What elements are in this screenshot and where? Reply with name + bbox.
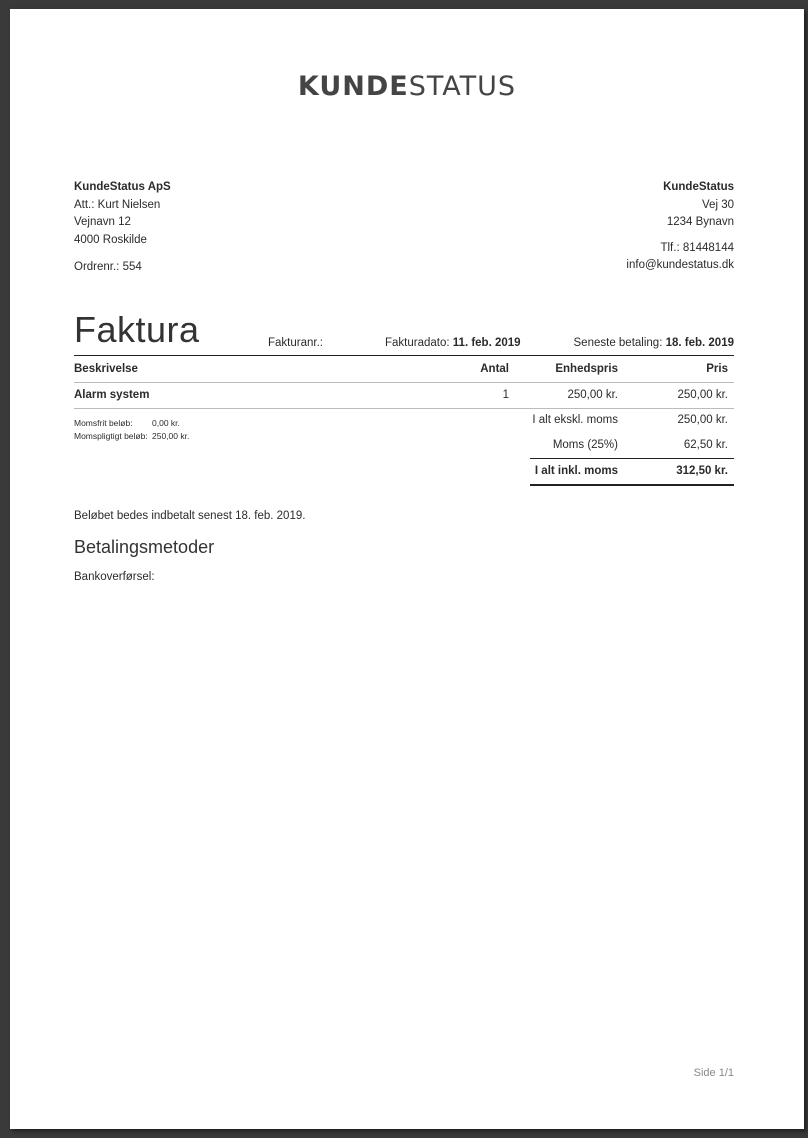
payment-note: Beløbet bedes indbetalt senest 18. feb. 2019.	[74, 510, 306, 522]
total-excl-value: 250,00 kr.	[677, 414, 728, 426]
customer-att: Att.: Kurt Nielsen	[74, 198, 161, 211]
col-header-qty: Antal	[480, 363, 509, 375]
col-header-price: Pris	[706, 363, 728, 375]
company-street: Vej 30	[702, 198, 734, 211]
col-header-description: Beskrivelse	[74, 363, 138, 375]
total-incl-label: I alt inkl. moms	[534, 465, 618, 477]
row-unit-price: 250,00 kr.	[567, 389, 618, 401]
payment-due-label: Seneste betaling:	[573, 337, 663, 349]
table-header-divider	[74, 382, 734, 383]
customer-name: KundeStatus ApS	[74, 181, 171, 193]
order-number: Ordrenr.: 554	[74, 261, 142, 273]
invoice-date-value: 11. feb. 2019	[452, 337, 521, 349]
header-divider	[74, 355, 734, 356]
total-incl-value: 312,50 kr.	[676, 465, 728, 477]
invoice-number	[268, 337, 323, 349]
row-price: 250,00 kr.	[677, 389, 728, 401]
vat-free-label: Momsfrit beløb:	[74, 418, 133, 428]
row-qty: 1	[502, 389, 509, 401]
logo-text-status: STATUS	[408, 71, 517, 102]
customer-city: 4000 Roskilde	[74, 233, 147, 246]
invoice-date-label: Fakturadato:	[385, 337, 450, 349]
invoice-number-label: Fakturanr.:	[268, 337, 323, 349]
vat-label: Moms (25%)	[552, 439, 618, 451]
payment-methods-heading: Betalingsmetoder	[74, 537, 215, 557]
table-body-divider	[74, 408, 734, 409]
col-header-unit: Enhedspris	[555, 363, 618, 375]
company-email: info@kundestatus.dk	[626, 259, 734, 271]
vat-free-amount	[74, 418, 180, 428]
company-logo	[10, 71, 804, 102]
vat-taxable-label: Momspligtigt beløb:	[74, 431, 148, 441]
page-number: Side 1/1	[693, 1067, 734, 1079]
row-description: Alarm system	[74, 389, 150, 401]
customer-street: Vejnavn 12	[74, 216, 131, 228]
totals-divider	[530, 458, 734, 459]
bank-transfer-label: Bankoverførsel:	[74, 571, 155, 583]
logo-text-kunde: KUNDE	[297, 71, 409, 102]
vat-taxable-amount	[74, 431, 190, 441]
vat-taxable-value: 250,00 kr.	[152, 431, 190, 441]
invoice-date	[385, 337, 521, 349]
invoice-title: Faktura	[74, 309, 200, 350]
company-city: 1234 Bynavn	[666, 216, 734, 228]
totals-bottom-rule	[530, 484, 734, 486]
vat-value: 62,50 kr.	[683, 439, 728, 451]
vat-free-value: 0,00 kr.	[152, 418, 180, 428]
company-phone: Tlf.: 81448144	[660, 241, 734, 254]
total-excl-label: I alt ekskl. moms	[532, 414, 618, 426]
customer-address	[74, 179, 171, 277]
invoice-page	[10, 9, 804, 1129]
payment-due-value: 18. feb. 2019	[665, 337, 734, 349]
company-name: KundeStatus	[663, 181, 734, 193]
payment-due	[574, 337, 734, 349]
company-address	[626, 179, 734, 275]
